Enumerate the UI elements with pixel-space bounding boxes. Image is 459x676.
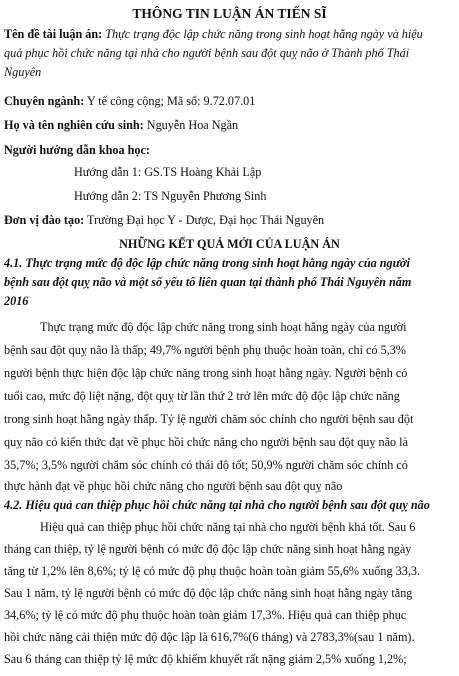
section-2-body-line: Sau 6 tháng can thiệp tỷ lệ mức độ khiếm khuyết rất nặng giảm 2,5% xuống 1,2%;	[4, 652, 407, 666]
researcher-row	[4, 118, 238, 133]
topic-text-1: Thực trạng độc lập chức năng trong sinh hoạt hằng ngày và hiệu	[105, 27, 423, 41]
institution-value: Trường Đại học Y - Dược, Đại học Thái Nguyên	[87, 213, 325, 227]
section-1-heading-line: bệnh sau đột quỵ não và một số yếu tố liên quan tại thành phố Thái Nguyên năm	[4, 275, 412, 289]
section-2-body-line: Sau 1 năm, tỷ lệ người bệnh có mức độ độc lập chức năng sinh hoạt hằng ngày tăng	[4, 586, 413, 600]
institution-label: Đơn vị đào tạo:	[4, 213, 85, 227]
section-1-body-line: người bệnh thực hiện độc lập chức năng trong sinh hoạt hằng ngày. Người bệnh có	[4, 366, 408, 380]
section-2-body-line: 34,6%; tỷ lệ có mức độ phụ thuộc hoàn toàn giảm 17,3%. Hiệu quả can thiệp phục	[4, 608, 407, 622]
results-heading: NHỮNG KẾT QUẢ MỚI CỦA LUẬN ÁN	[119, 237, 340, 251]
section-1-body-line: tuổi cao, mức độ liệt nặng, đột quỵ từ lần thứ 2 trở lên mức độ độc lập chức năng	[4, 389, 400, 403]
supervisor-1: Hướng dẫn 1: GS.TS Hoàng Khải Lập	[74, 165, 262, 179]
document-title: THÔNG TIN LUẬN ÁN TIẾN SĨ	[132, 6, 327, 21]
section-2-heading: 4.2. Hiệu quả can thiệp phục hồi chức năng tại nhà cho người bệnh sau đột quỵ não	[4, 498, 430, 512]
section-2-body-line: Hiệu quả can thiệp phục hồi chức năng tại nhà cho người bệnh khá tốt. Sau 6	[40, 520, 416, 534]
section-1-body-line: trong sinh hoạt hằng ngày thấp. Tỷ lệ người chăm sóc chính cho người bệnh sau đột	[4, 412, 414, 426]
supervisor-2: Hướng dẫn 2: TS Nguyễn Phương Sinh	[74, 189, 267, 203]
section-1-body-line: Thực trạng mức độ độc lập chức năng trong sinh hoạt hằng ngày của người	[40, 320, 407, 334]
topic-text-2: quả phục hồi chức năng tại nhà cho người bệnh sau đột quỵ não ở Thành phố Thái	[4, 46, 410, 60]
institution-row	[4, 213, 324, 228]
section-1-body-line: 35,7%; 3,5% người chăm sóc chính có thái độ tốt; 50,9% người chăm sóc chính có	[4, 458, 408, 472]
section-1-heading-line: 2016	[4, 294, 29, 308]
major-value: Y tế công cộng; Mã số: 9.72.07.01	[86, 94, 256, 108]
researcher-value: Nguyễn Hoa Ngần	[146, 118, 239, 132]
section-1-heading-line: 4.1. Thực trạng mức độ độc lập chức năng trong sinh hoạt hằng ngày của người	[4, 256, 410, 270]
section-1-body-line: quỵ não có kiến thức đạt về phục hồi chức năng cho người bệnh sau đột quỵ não là	[4, 435, 408, 449]
section-2-body-line: hồi chức năng cải thiện mức độ độc lập là 616,7%(6 tháng) và 2783,3%(sau 1 năm).	[4, 630, 415, 644]
major-row	[4, 94, 255, 109]
supervisors-label: Người hướng dẫn khoa học:	[4, 143, 150, 157]
topic-line-1	[4, 27, 423, 42]
topic-text-3: Nguyên	[4, 65, 42, 79]
section-2-body-line: tháng can thiệp, tỷ lệ người bệnh có mức độ độc lập chức năng sinh hoạt hằng ngày	[4, 542, 412, 556]
section-1-body-line: thực hành đạt về phục hồi chức năng cho người bệnh sau đột quỵ não	[4, 479, 343, 493]
topic-label: Tên đề tài luận án:	[4, 27, 103, 41]
section-1-body-line: bệnh sau đột quỵ não là thấp; 49,7% người bệnh phụ thuộc hoàn toàn, chỉ có 5,3%	[4, 343, 406, 357]
researcher-label: Họ và tên nghiên cứu sinh:	[4, 118, 144, 132]
section-2-body-line: tăng từ 1,2% lên 8,6%; tỷ lệ có mức độ phụ thuộc hoàn toàn giảm 55,6% xuống 33,3.	[4, 564, 421, 578]
major-label: Chuyên ngành:	[4, 94, 85, 108]
